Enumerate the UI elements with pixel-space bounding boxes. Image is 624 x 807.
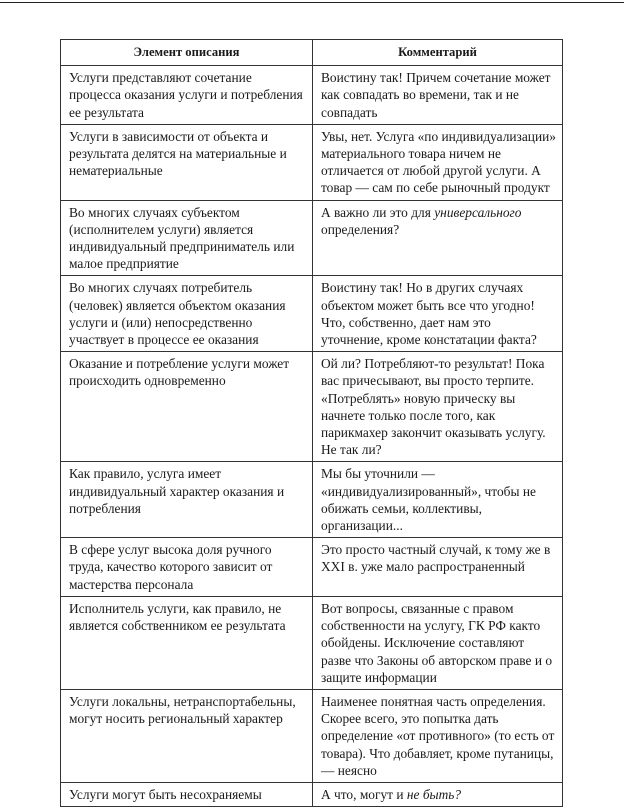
header-row	[61, 40, 563, 66]
table-row	[61, 276, 563, 352]
table-row	[61, 596, 563, 689]
table-row	[61, 538, 563, 597]
element-cell: Оказание и потребление услуги может происходить одновременно	[61, 352, 313, 462]
element-cell: В сфере услуг высока доля ручного труда, качество которого зависит от мастерства персонала	[61, 538, 313, 597]
comment-cell: Ой ли? Потребляют-то результат! Пока вас причесывают, вы просто терпите. «Потреблять» новую прическу вы начнете только после того, как парикмахер закончит оказывать услугу. Не так ли?	[313, 352, 563, 462]
header-element: Элемент описания	[61, 40, 313, 66]
comment-cell: Это просто частный случай, к тому же в XXI в. уже мало распространенный	[313, 538, 563, 597]
element-cell: Во многих случаях субъектом (исполнителем услуги) является индивидуальный предприниматель или малое предприятие	[61, 200, 313, 276]
comment-cell	[313, 200, 563, 276]
element-cell: Услуги могут быть несохраняемы	[61, 782, 313, 806]
element-cell: Услуги представляют сочетание процесса оказания услуги и потребления ее результата	[61, 66, 313, 125]
comment-cell: Воистину так! Но в других случаях объектом может быть все что угодно! Что, собственно, дает нам это уточнение, кроме констатации факта?	[313, 276, 563, 352]
element-cell: Услуги локальны, нетранспортабельны, могут носить региональный характер	[61, 689, 313, 782]
header-comment: Комментарий	[313, 40, 563, 66]
services-definition-table	[60, 39, 563, 807]
table-header	[61, 40, 563, 66]
table-row	[61, 782, 563, 806]
comment-cell: Мы бы уточнили — «индивидуализированный», чтобы не обижать семьи, коллективы, организации...	[313, 462, 563, 538]
table-body	[61, 66, 563, 807]
comment-cell: Наименее понятная часть определения. Скорее всего, это попытка дать определение «от противного» (то есть от товара). Что добавляет, кроме путаницы, — неясно	[313, 689, 563, 782]
comment-text: А важно ли это для	[321, 204, 435, 220]
table-row	[61, 689, 563, 782]
table-row	[61, 352, 563, 462]
comment-cell	[313, 782, 563, 806]
table-row	[61, 462, 563, 538]
comment-cell: Увы, нет. Услуга «по индивидуализации» материального товара ничем не отличается от любой другой услуги. А товар — сам по себе рыночный продукт	[313, 124, 563, 200]
comment-text: определения?	[321, 221, 400, 237]
comment-cell: Воистину так! Причем сочетание может как совпадать во времени, так и не совпадать	[313, 66, 563, 125]
element-cell: Исполнитель услуги, как правило, не является собственником ее результата	[61, 596, 313, 689]
element-cell: Как правило, услуга имеет индивидуальный характер оказания и потребления	[61, 462, 313, 538]
element-cell: Во многих случаях потребитель (человек) является объектом оказания услуги и (или) непосредственно участвует в процессе ее оказания	[61, 276, 313, 352]
table-row	[61, 66, 563, 125]
comment-emphasis: не быть?	[406, 786, 462, 802]
comment-cell: Вот вопросы, связанные с правом собственности на услугу, ГК РФ както обойдены. Исключение составляют разве что Законы об авторском праве и о защите информации	[313, 596, 563, 689]
table-row	[61, 124, 563, 200]
comment-text: А что, могут и	[321, 786, 407, 802]
comment-emphasis: универсального	[434, 204, 522, 220]
table-row	[61, 200, 563, 276]
element-cell: Услуги в зависимости от объекта и результата делятся на материальные и нематериальные	[61, 124, 313, 200]
page-top-rule	[0, 2, 624, 3]
